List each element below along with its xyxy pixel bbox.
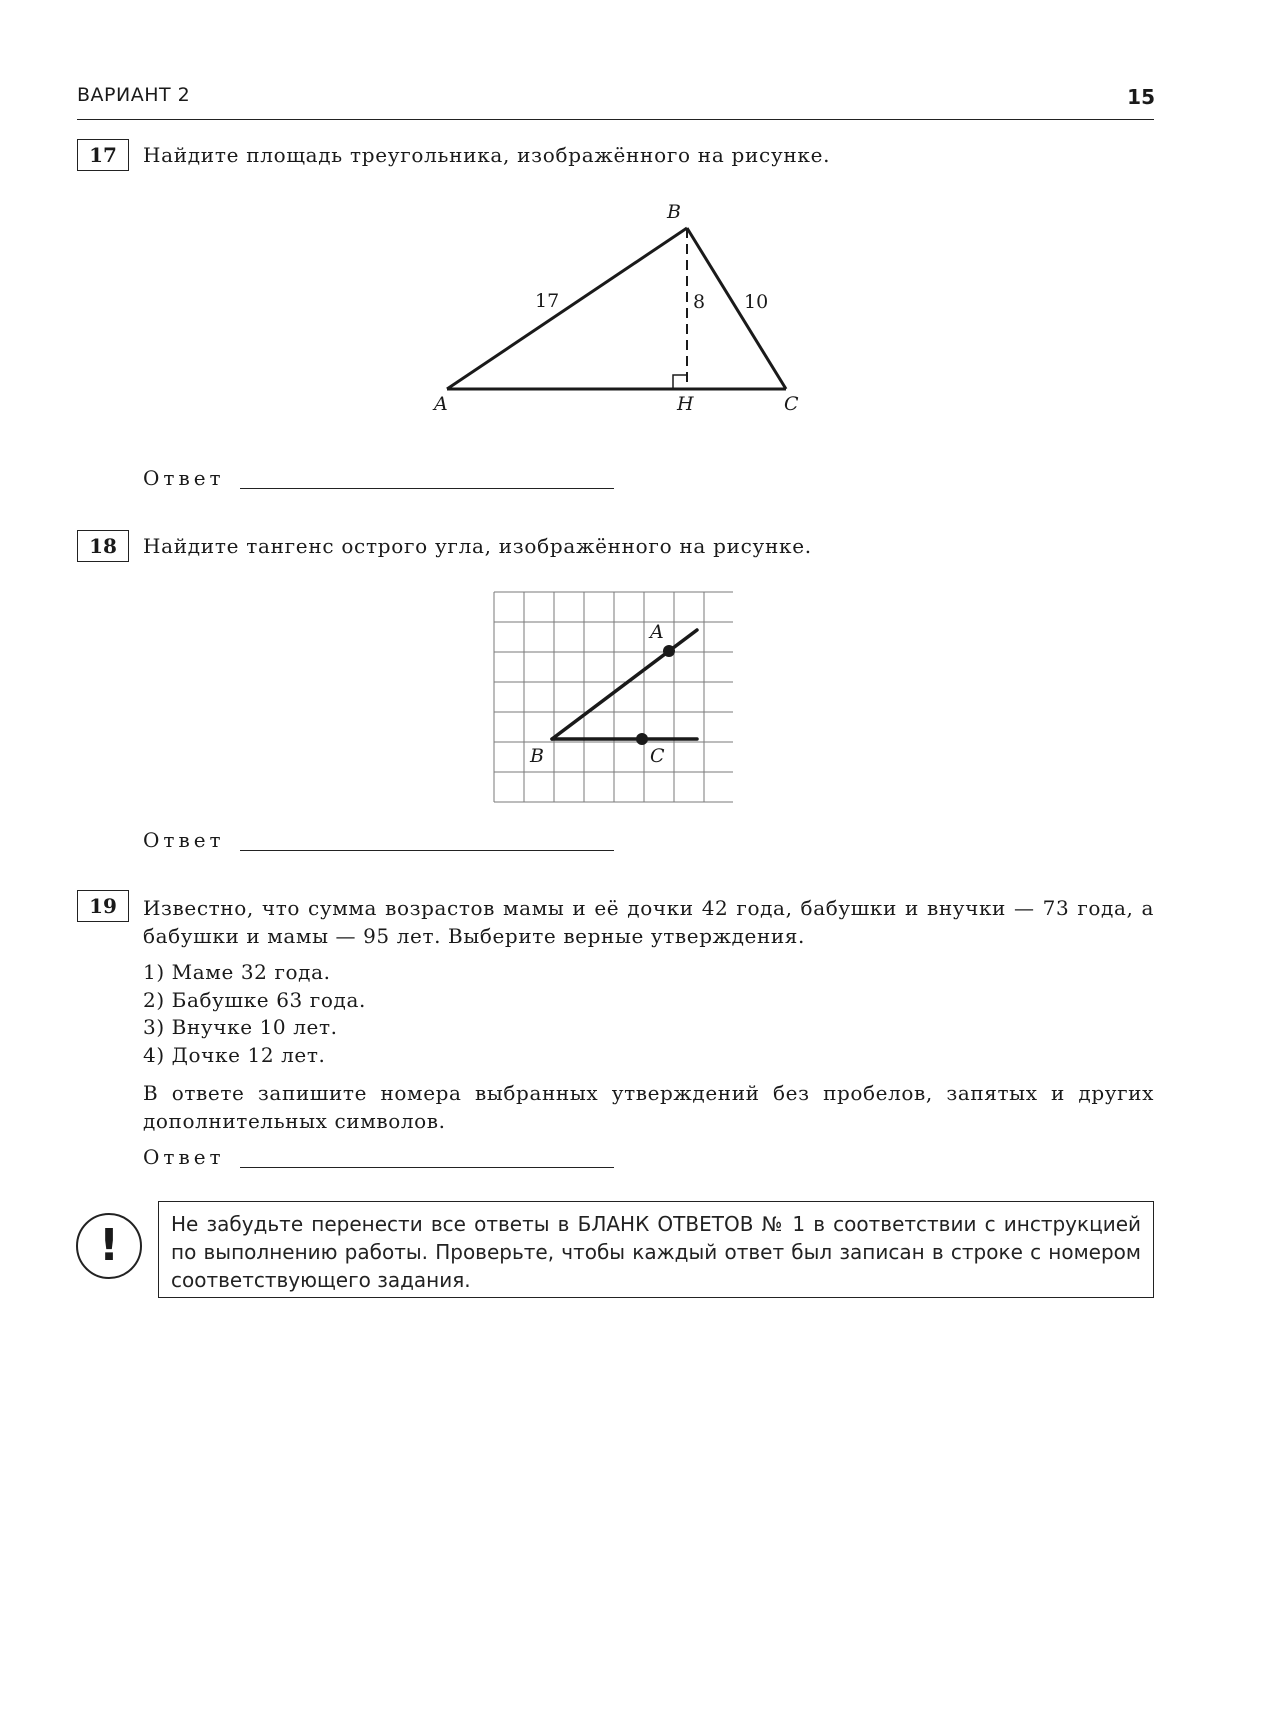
right-angle-mark (673, 375, 687, 389)
vertex-label-h: H (677, 393, 694, 415)
exclamation-icon: ! (76, 1213, 142, 1279)
q19-option-1: 1) Маме 32 года. (143, 960, 331, 984)
q17-answer-label: Ответ (143, 466, 225, 490)
header-divider (77, 119, 1154, 120)
q19-text: Известно, что сумма возрастов мамы и её дочки 42 года, бабушки и внучки — 73 года, а бабушки и мамы — 95 лет. Выберите верные утверждения. (143, 896, 1154, 948)
q19-number-box: 19 (77, 890, 129, 922)
point-label-c: C (650, 745, 665, 767)
q18-text: Найдите тангенс острого угла, изображённого на рисунке. (143, 534, 812, 558)
q17-text: Найдите площадь треугольника, изображённого на рисунке. (143, 143, 831, 167)
ray-ba (552, 630, 697, 739)
point-a (663, 645, 675, 657)
header-variant: ВАРИАНТ 2 (77, 84, 191, 106)
height-label-bh: 8 (693, 291, 706, 313)
notice-box: Не забудьте перенести все ответы в БЛАНК ОТВЕТОВ № 1 в соответствии с инструкцией по выполнению работы. Проверьте, чтобы каждый ответ был записан в строке с номером соответствующего задания. (158, 1201, 1154, 1298)
side-label-ab: 17 (535, 290, 560, 312)
vertex-label-a: A (434, 393, 448, 415)
q17-triangle-figure (420, 195, 820, 420)
page-number: 15 (1127, 85, 1155, 109)
side-label-bc: 10 (744, 291, 769, 313)
q19-answer-field[interactable] (240, 1167, 614, 1168)
vertex-label-c: C (784, 393, 799, 415)
q18-answer-field[interactable] (240, 850, 614, 851)
vertex-label-b: B (667, 201, 681, 223)
q18-answer-label: Ответ (143, 828, 225, 852)
triangle-side-ab (447, 228, 687, 389)
point-label-a: A (650, 621, 664, 643)
q17-number-box: 17 (77, 139, 129, 171)
q19-options (143, 959, 366, 1069)
q19-instruction: В ответе запишите номера выбранных утверждений без пробелов, запятых и других дополнительных символов. (143, 1081, 1154, 1133)
q18-number-box: 18 (77, 530, 129, 562)
q19-answer-label: Ответ (143, 1145, 225, 1169)
q19-option-3: 3) Внучке 10 лет. (143, 1015, 338, 1039)
point-label-b: B (530, 745, 544, 767)
q19-option-4: 4) Дочке 12 лет. (143, 1042, 326, 1067)
q17-answer-field[interactable] (240, 488, 614, 489)
q19-option-2: 2) Бабушке 63 года. (143, 987, 366, 1012)
point-c (636, 733, 648, 745)
q18-grid-figure (493, 591, 733, 803)
grid (494, 592, 733, 802)
